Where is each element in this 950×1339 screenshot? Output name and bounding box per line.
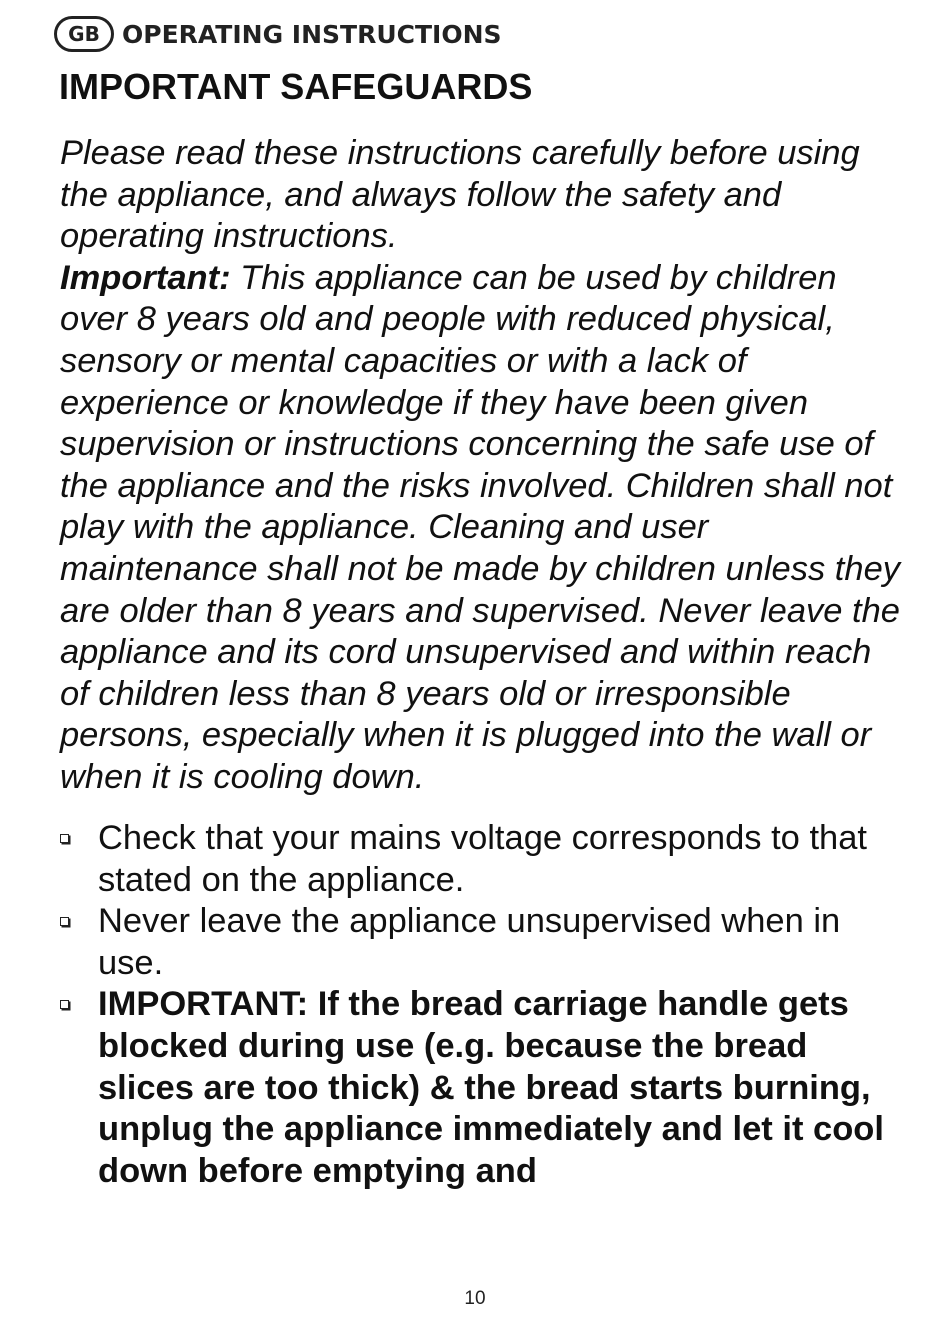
list-item-text: IMPORTANT: If the bread carriage handle gets blocked during use (e.g. because the bread slices are too thick) & the bread starts burning, unplug the appliance immediately and let it cool down before emptying and	[98, 985, 884, 1190]
header	[54, 14, 502, 54]
gb-language-badge: GB	[54, 16, 114, 52]
safety-list	[60, 818, 900, 1192]
page-title: IMPORTANT SAFEGUARDS	[59, 66, 533, 107]
important-text: This appliance can be used by children over 8 years old and people with reduced physical, sensory or mental capacities or with a lack of experience or knowledge if they have been given supervision or instructions concerning the safe use of the appliance and the risks involved. Children shall not play with the appliance. Cleaning and user maintenance shall not be made by children unless they are older than 8 years and supervised. Never leave the appliance and its cord unsupervised and within reach of children less than 8 years old or irresponsible persons, especially when it is plugged into the wall or when it is cooling down.	[60, 258, 901, 796]
list-item-text: Check that your mains voltage corresponds to that stated on the appliance.	[98, 819, 867, 899]
list-item-text: Never leave the appliance unsupervised when in use.	[98, 902, 841, 982]
important-label: Important:	[60, 258, 231, 297]
checkbox-bullet-icon	[60, 917, 69, 926]
checkbox-bullet-icon	[60, 834, 69, 843]
header-title: OPERATING INSTRUCTIONS	[122, 19, 502, 49]
page-number: 10	[464, 1288, 486, 1309]
intro-paragraph	[60, 133, 900, 799]
list-item	[60, 984, 900, 1192]
checkbox-bullet-icon	[60, 1000, 69, 1009]
list-item	[60, 818, 900, 901]
intro-read-instructions: Please read these instructions carefully before using the appliance, and always follow the safety and operating instructions.	[60, 134, 860, 256]
list-item	[60, 901, 900, 984]
